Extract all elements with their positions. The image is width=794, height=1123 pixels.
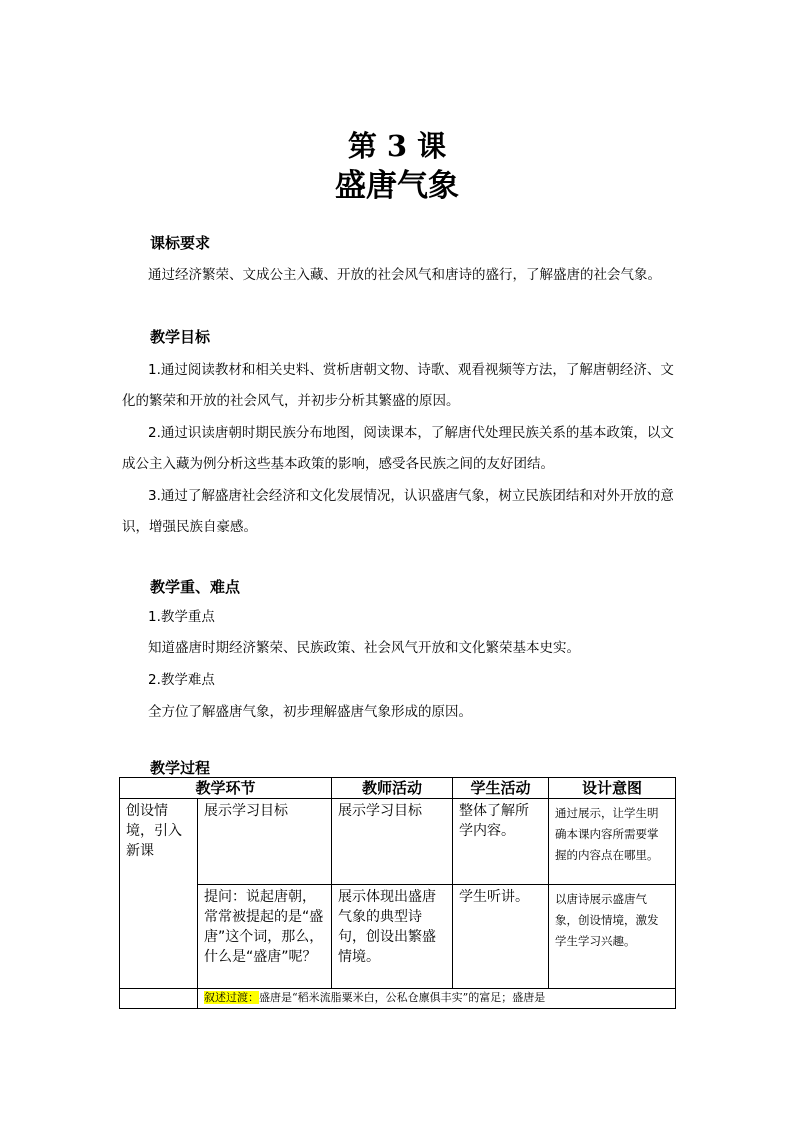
transition-row [120,989,676,1009]
step-cell: 提问：说起唐朝，常常被提起的是“盛唐”这个词，那么，什么是“盛唐”呢？ [198,885,332,989]
standards-text: 通过经济繁荣、文成公主入藏、开放的社会风气和唐诗的盛行，了解盛唐的社会气象。 [148,267,661,283]
objective-item-3: 3.通过了解盛唐社会经济和文化发展情况，认识盛唐气象，树立民族团结和对外开放的意识，增强民族自豪感。 [122,488,674,535]
stage-cell: 创设情境，引入新课 [120,799,198,989]
teacher-cell: 展示体现出盛唐气象的典型诗句，创设出繁盛情境。 [332,885,453,989]
empty-cell [120,989,198,1009]
objective-item-2: 2.通过识读唐朝时期民族分布地图，阅读课本，了解唐代处理民族关系的基本政策，以文成公主入藏为例分析这些基本政策的影响，感受各民族之间的友好团结。 [122,425,674,472]
intent-cell: 通过展示，让学生明确本课内容所需要掌握的内容点在哪里。 [549,799,676,885]
standards-heading: 课标要求 [150,234,211,252]
lesson-number: 第 3 课 [347,129,447,163]
column-header-intent: 设计意图 [549,778,676,799]
objectives-heading: 教学目标 [150,328,211,346]
student-cell: 学生听讲。 [453,885,549,989]
table-row [120,799,676,885]
teacher-cell: 展示学习目标 [332,799,453,885]
transition-cell [198,989,676,1009]
difficulty-label: 2.教学难点 [148,672,215,688]
objective-item-1: 1.通过阅读教材和相关史料、赏析唐朝文物、诗歌、观看视频等方法，了解唐朝经济、文化的繁荣和开放的社会风气，并初步分析其繁盛的原因。 [122,362,674,409]
transition-text: 盛唐是“稻米流脂粟米白，公私仓廪俱丰实”的富足；盛唐是 [259,991,546,1004]
intent-cell: 以唐诗展示盛唐气象，创设情境，激发学生学习兴趣。 [549,885,676,989]
column-header-teacher: 教师活动 [332,778,453,799]
table-row [120,885,676,989]
focus-text: 知道盛唐时期经济繁荣、民族政策、社会风气开放和文化繁荣基本史实。 [148,640,580,656]
lesson-title: 盛唐气象 [335,168,459,204]
key-points-heading: 教学重、难点 [150,578,241,596]
column-header-stage: 教学环节 [120,778,332,799]
step-cell: 展示学习目标 [198,799,332,885]
table-header-row [120,778,676,799]
student-cell: 整体了解所学内容。 [453,799,549,885]
process-table [119,777,676,1009]
focus-label: 1.教学重点 [148,609,215,625]
process-heading: 教学过程 [150,759,211,777]
transition-label: 叙述过渡： [204,991,259,1004]
difficulty-text: 全方位了解盛唐气象，初步理解盛唐气象形成的原因。 [148,704,472,720]
column-header-student: 学生活动 [453,778,549,799]
